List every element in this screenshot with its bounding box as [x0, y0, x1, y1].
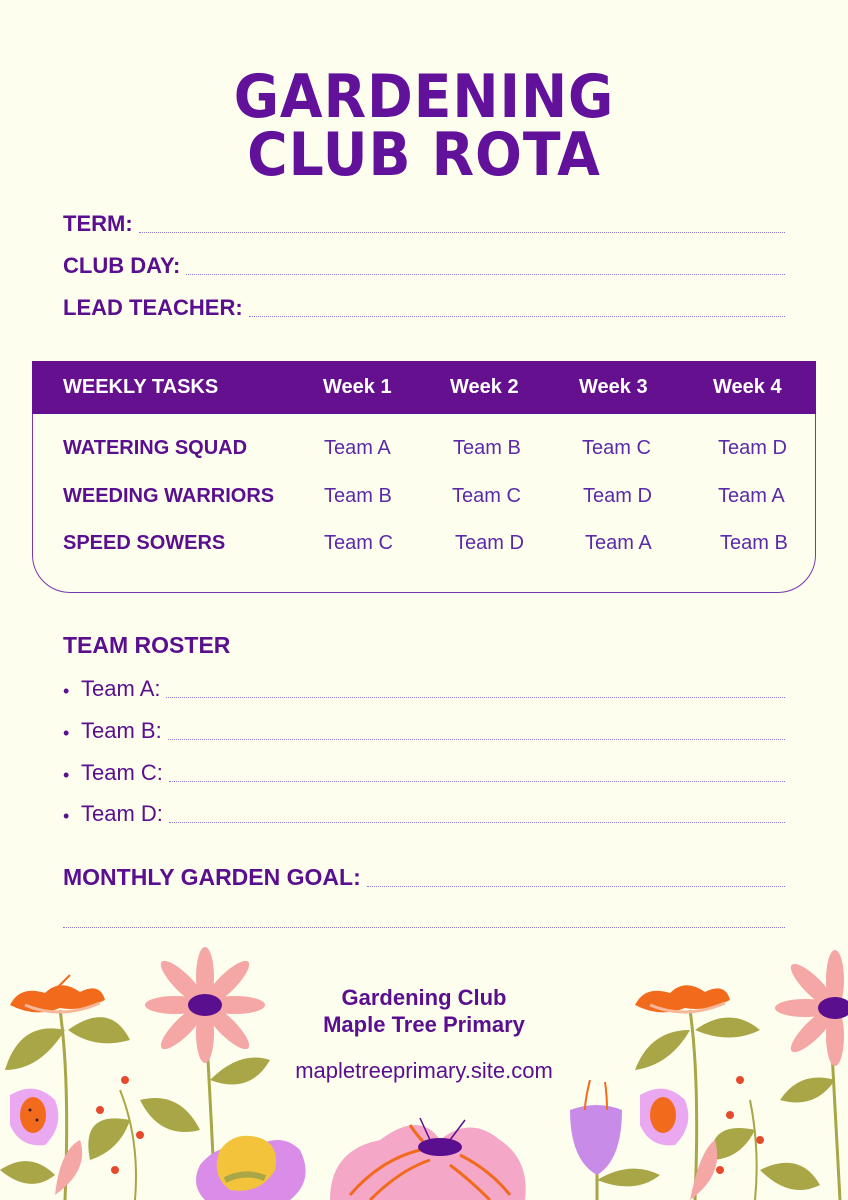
- title-line-2: CLUB ROTA: [247, 120, 601, 190]
- lilac-bud-icon: [10, 1089, 58, 1146]
- table-cell: Team A: [324, 437, 391, 459]
- team-roster-title: TEAM ROSTER: [63, 632, 231, 658]
- term-label: TERM:: [63, 211, 133, 236]
- header-weekly-tasks: WEEKLY TASKS: [63, 376, 219, 398]
- club-day-label: CLUB DAY:: [63, 253, 181, 278]
- table-cell: Team C: [324, 532, 393, 554]
- footer-school-name: Maple Tree Primary: [323, 1012, 525, 1037]
- roster-label: Team C:: [81, 760, 163, 785]
- petal-icon: [690, 1140, 717, 1200]
- header-week-1: Week 1: [323, 376, 392, 398]
- bullet-icon: •: [63, 765, 70, 785]
- table-cell: Team A: [585, 532, 652, 554]
- table-cell: Team C: [582, 437, 651, 459]
- roster-label: Team B:: [81, 718, 162, 743]
- bullet-icon: •: [63, 723, 70, 743]
- task-name: SPEED SOWERS: [63, 532, 226, 554]
- lilac-bud-icon: [640, 1089, 688, 1146]
- table-cell: Team D: [718, 437, 787, 459]
- roster-label: Team D:: [81, 801, 163, 826]
- header-week-3: Week 3: [579, 376, 648, 398]
- table-cell: Team B: [324, 485, 392, 507]
- roster-label: Team A:: [81, 676, 161, 701]
- task-name: WATERING SQUAD: [63, 437, 248, 459]
- bullet-icon: •: [63, 806, 70, 826]
- footer-website-link[interactable]: mapletreeprimary.site.com: [295, 1058, 553, 1083]
- table-cell: Team D: [583, 485, 652, 507]
- header-week-4: Week 4: [713, 376, 782, 398]
- task-name: WEEDING WARRIORS: [63, 485, 275, 507]
- table-cell: Team A: [718, 485, 785, 507]
- bullet-icon: •: [63, 681, 70, 701]
- table-cell: Team C: [452, 485, 521, 507]
- header-week-2: Week 2: [450, 376, 519, 398]
- striped-flower-icon: [330, 1118, 526, 1200]
- lead-teacher-label: LEAD TEACHER:: [63, 295, 243, 320]
- petal-icon: [55, 1140, 82, 1195]
- table-cell: Team B: [453, 437, 521, 459]
- title-line-1: GARDENING: [233, 62, 615, 132]
- table-cell: Team B: [720, 532, 788, 554]
- footer-club-name: Gardening Club: [341, 985, 507, 1010]
- table-cell: Team D: [455, 532, 524, 554]
- monthly-goal-label: MONTHLY GARDEN GOAL:: [63, 864, 361, 890]
